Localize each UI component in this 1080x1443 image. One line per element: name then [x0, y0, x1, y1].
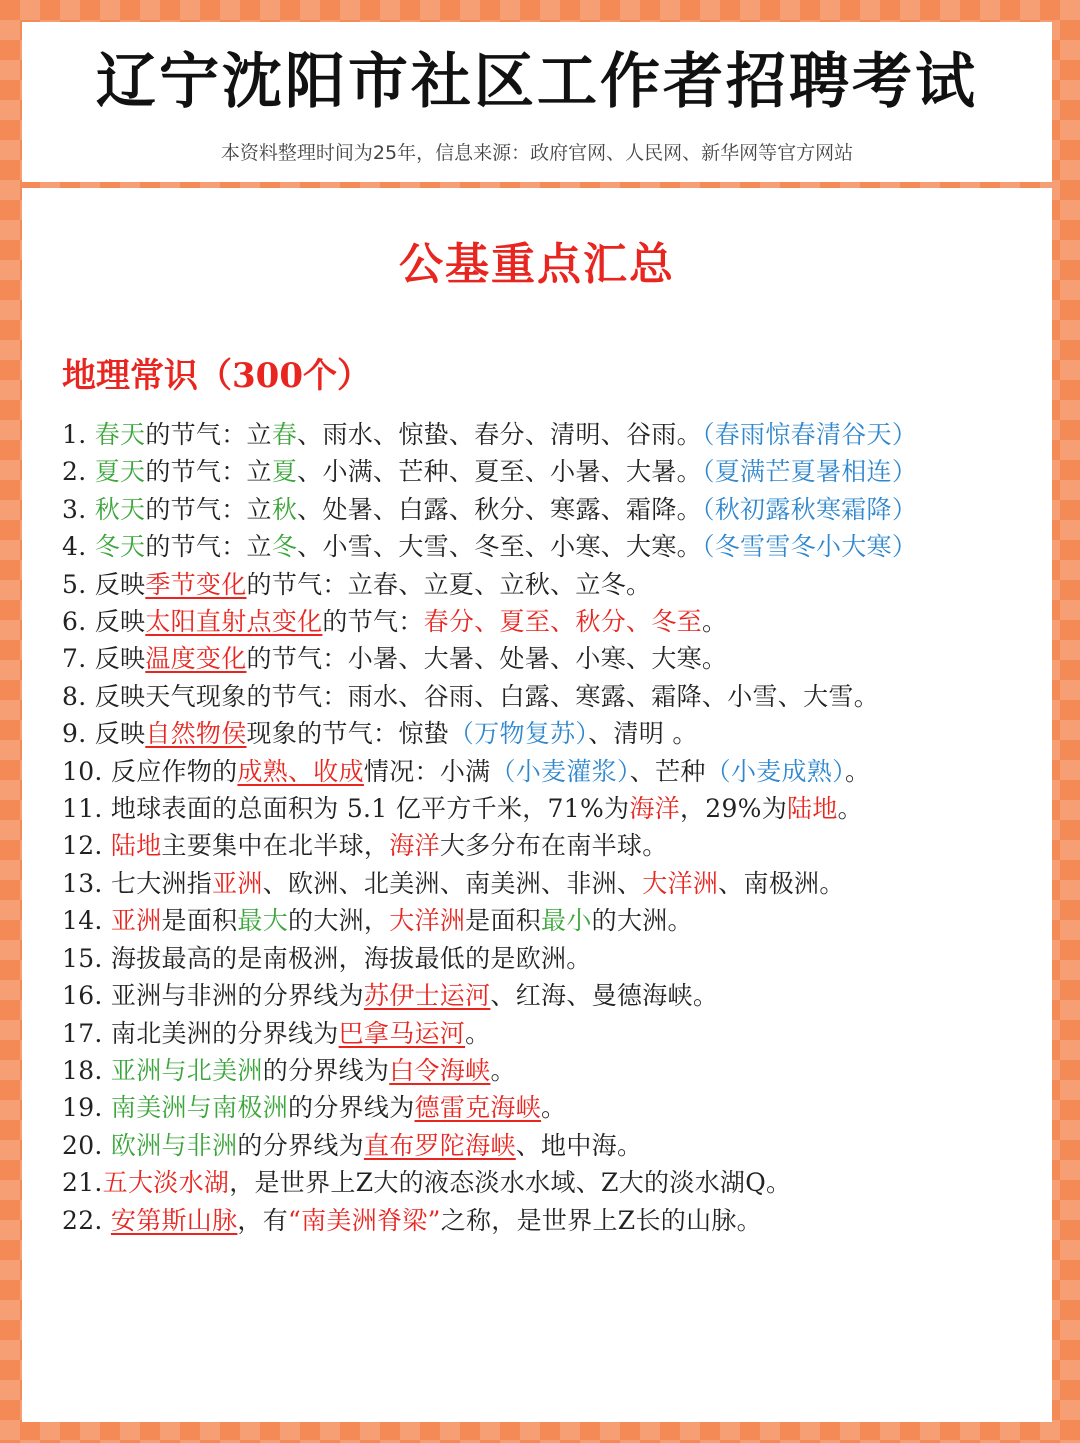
list-item-text: 德雷克海峡 [414, 1093, 542, 1123]
list-item-text: 大洋洲 [389, 906, 466, 936]
list-item-text: （小麦灌浆） [490, 756, 630, 786]
list-item-text: 现象的节气：惊蛰 [246, 719, 449, 749]
list-item-text: 大多分布在南半球。 [439, 831, 668, 861]
list-item-text: （春雨惊春清谷天） [701, 420, 918, 449]
list-item [62, 491, 967, 528]
list-item-text: 2. [62, 457, 95, 487]
list-item [62, 715, 967, 752]
list-item-text: 、小满、芒种、夏至、小暑、大暑。 [297, 457, 702, 487]
list-item-text: 直布罗陀海峡 [363, 1130, 516, 1160]
list-item-text: 的大洲。 [591, 906, 693, 936]
list-item [62, 902, 967, 939]
list-item-text: 成熟、收成 [237, 756, 364, 786]
list-item-text: 秋 [271, 494, 298, 524]
list-item-text: 15. 海拔最高的是南极洲，海拔最低的是欧洲。 [62, 943, 592, 973]
list-item-text: 、处暑、白露、秋分、寒露、霜降。 [297, 494, 702, 524]
list-item-text: 10. 反应作物的 [62, 756, 238, 786]
list-item [62, 790, 967, 827]
list-item-text: 、红海、曼德海峡。 [490, 981, 719, 1011]
list-item-text: 是面积 [465, 906, 542, 936]
list-item-text: 情况：小满 [363, 756, 491, 786]
list-item-text: 南美洲与南极洲 [110, 1093, 289, 1123]
list-item-text: 自然物侯 [145, 719, 247, 749]
list-item [62, 566, 967, 603]
list-item-text: 白令海峡 [389, 1055, 491, 1085]
list-item-text: 3. [62, 494, 95, 524]
list-item-text: 是面积 [161, 906, 238, 936]
list-item [62, 1089, 967, 1126]
list-item [62, 1127, 967, 1164]
list-item-text: 夏天 [94, 457, 146, 487]
list-item-text: 的节气：小暑、大暑、处暑、小寒、大寒。 [246, 644, 728, 674]
list-item-text: 的分界线为 [262, 1055, 390, 1085]
list-item-text: 的节气： [322, 607, 424, 637]
list-item-text: 21. [62, 1168, 103, 1198]
list-item-text: 陆地 [787, 794, 838, 824]
list-item-text: 。 [465, 1018, 491, 1048]
list-item-text: 冬天 [94, 532, 146, 562]
list-item [62, 678, 967, 715]
list-item-text: 春分、夏至、秋分、冬至 [423, 607, 702, 637]
list-item-text: 季节变化 [145, 569, 247, 599]
list-item [62, 827, 967, 864]
list-item-text: 海洋 [629, 794, 680, 824]
list-item-text: ，29%为 [679, 794, 788, 824]
list-item-text: 冬 [271, 532, 298, 562]
list-item-text: （夏满芒夏暑相连） [701, 457, 918, 487]
list-item-text: 8. 反映天气现象的节气：雨水、谷雨、白露、寒露、霜降、小雪、大雪。 [62, 681, 880, 711]
list-item-text: 、欧洲、北美洲、南美洲、非洲、 [262, 868, 643, 898]
list-item [62, 1052, 967, 1089]
list-item-text: 、小雪、大雪、冬至、小寒、大寒。 [297, 532, 702, 562]
list-item [62, 528, 967, 565]
list-item-text: 大洋洲 [642, 868, 719, 898]
list-item-text: 的分界线为 [288, 1093, 415, 1123]
list-item-text: 的分界线为 [237, 1130, 364, 1160]
list-item-text: 亚洲 [110, 906, 162, 936]
list-item-text: 。 [837, 794, 863, 824]
list-item-text: 、清明 。 [588, 719, 698, 749]
list-item [62, 416, 967, 453]
list-item-text: 6. 反映 [62, 607, 146, 637]
list-item-text: 亚洲 [212, 868, 263, 898]
list-item-text: （万物复苏） [448, 719, 589, 749]
list-item-text: 春 [271, 420, 298, 449]
list-item-text: 巴拿马运河 [338, 1018, 466, 1048]
list-item-text: 、南极洲。 [718, 868, 845, 898]
list-item-text: 最大 [237, 906, 289, 936]
list-item [62, 977, 967, 1014]
header-card [22, 22, 1052, 182]
list-item-text: 的节气：立 [145, 420, 272, 449]
list-item-text: （小麦成熟） [705, 756, 845, 786]
list-item-text: 五大淡水湖 [102, 1168, 230, 1198]
list-item-text: 19. [62, 1093, 111, 1123]
list-item-text: 春天 [94, 420, 146, 449]
list-item-text: 苏伊士运河 [363, 981, 491, 1011]
page-title: 辽宁沈阳市社区工作者招聘考试 [96, 47, 978, 117]
list-item-text: 5. 反映 [62, 569, 146, 599]
list-item-text: 1. [62, 420, 95, 449]
list-item-text: 4. [62, 532, 95, 562]
list-item-text: 秋天 [94, 494, 146, 524]
list-item [62, 1015, 967, 1052]
list-item [62, 865, 967, 902]
list-item-text: 的节气：立 [145, 532, 272, 562]
list-item-text: 17. 南北美洲的分界线为 [62, 1018, 339, 1048]
list-item-text: ，有 [237, 1205, 289, 1235]
list-item [62, 603, 967, 640]
source-note: 本资料整理时间为25年，信息来源：政府官网、人民网、新华网等官方网站 [220, 142, 854, 164]
list-item-text: 16. 亚洲与非洲的分界线为 [62, 981, 364, 1011]
list-item-text: 太阳直射点变化 [145, 607, 323, 637]
list-item-text: 最小 [541, 906, 592, 936]
list-item [62, 640, 967, 677]
list-item-text: 。 [701, 607, 728, 637]
list-item-text: 的节气：立 [145, 457, 272, 487]
list-item-text: 。 [541, 1093, 567, 1123]
list-item-text: 、雨水、惊蛰、春分、清明、谷雨。 [297, 420, 702, 449]
list-item [62, 1202, 967, 1239]
subsection-title: 地理常识（300个） [62, 356, 371, 396]
section-title: 公基重点汇总 [399, 239, 675, 290]
list-item-text: ，是世界上Z大的液态淡水水域、Z大的淡水湖Q。 [229, 1168, 792, 1198]
list-item-text: 22. [62, 1205, 111, 1235]
list-item [62, 453, 967, 490]
list-item-text: 11. 地球表面的总面积为 5.1 亿平方千米，71%为 [62, 794, 630, 824]
list-item-text: 、芒种 [629, 756, 706, 786]
list-item-text: 的大洲， [288, 906, 390, 936]
list-item-text: 12. [62, 831, 111, 861]
list-item-text: 18. [62, 1055, 111, 1085]
list-item-text: 14. [62, 906, 111, 936]
list-item [62, 940, 967, 977]
list-item-text: 。 [844, 756, 871, 786]
knowledge-list [62, 416, 967, 1239]
list-item-text: 安第斯山脉 [110, 1205, 238, 1235]
list-item-text: 的节气：立 [145, 494, 272, 524]
list-item-text: 欧洲与非洲 [110, 1130, 238, 1160]
list-item-text: 亚洲与北美洲 [110, 1055, 263, 1085]
list-item-text: 13. 七大洲指 [62, 868, 213, 898]
list-item-text: 7. 反映 [62, 644, 146, 674]
list-item-text: 的节气：立春、立夏、立秋、立冬。 [246, 569, 652, 599]
list-item-text: 陆地 [110, 831, 162, 861]
list-item-text: 主要集中在北半球， [161, 831, 390, 861]
list-item [62, 753, 967, 790]
list-item-text: 海洋 [389, 831, 440, 861]
list-item-text: 20. [62, 1130, 111, 1160]
list-item-text: 夏 [271, 457, 298, 487]
list-item-text: （秋初露秋寒霜降） [701, 494, 918, 524]
content-card [22, 188, 1052, 1422]
list-item-text: 9. 反映 [62, 719, 146, 749]
list-item-text: “南美洲脊梁” [288, 1205, 441, 1235]
list-item-text: 之称，是世界上Z长的山脉。 [440, 1205, 762, 1235]
list-item-text: 。 [490, 1055, 516, 1085]
list-item-text: （冬雪雪冬小大寒） [701, 532, 918, 562]
list-item [62, 1164, 967, 1201]
list-item-text: 温度变化 [145, 644, 247, 674]
list-item-text: 、地中海。 [515, 1130, 643, 1160]
